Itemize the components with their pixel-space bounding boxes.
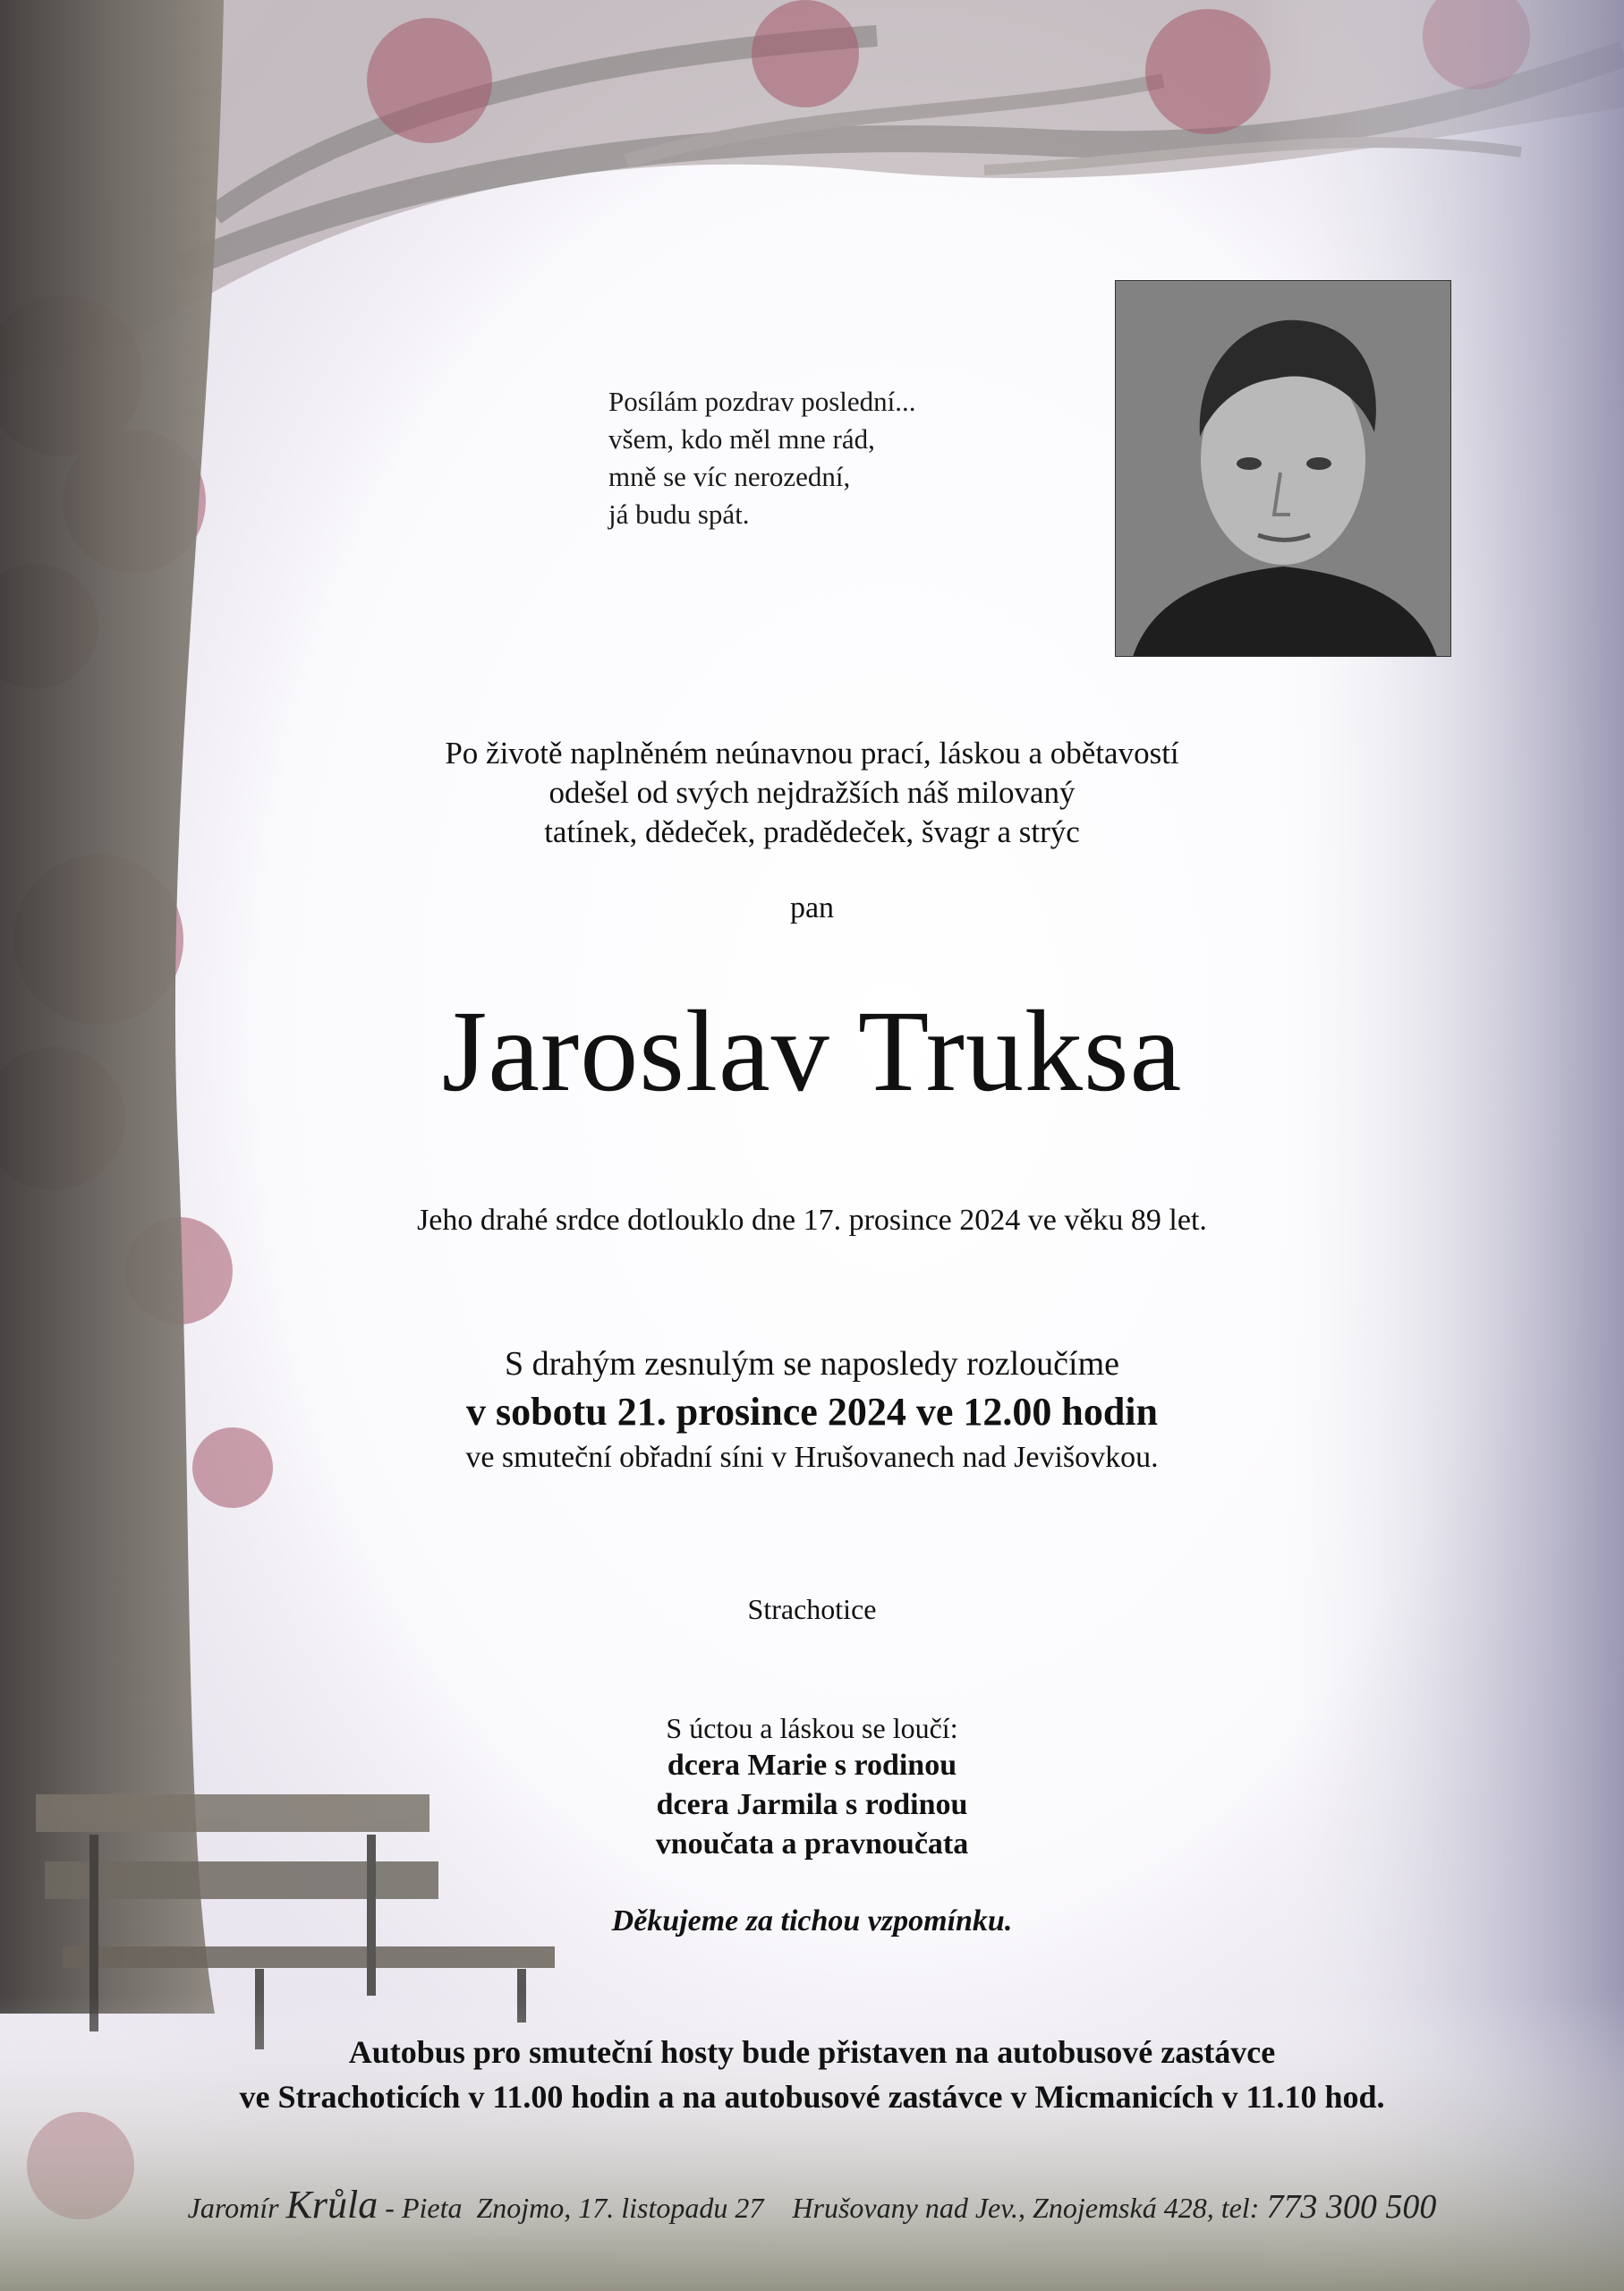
farewell-datetime: v sobotu 21. prosince 2024 ve 12.00 hodin xyxy=(466,1390,1158,1434)
village-name: Strachotice xyxy=(747,1593,877,1625)
salutation: pan xyxy=(789,891,835,924)
farewell-intro: S drahým zesnulým se naposledy rozloučíme xyxy=(504,1345,1119,1383)
death-notice: Jeho drahé srdce dotlouklo dne 17. prosince 2024 ve věku 89 let. xyxy=(417,1204,1207,1237)
bus-notice-line: Autobus pro smuteční hosty bude přistaven na autobusové zastávce xyxy=(348,2034,1276,2070)
mourner-item: dcera Jarmila s rodinou xyxy=(656,1788,968,1821)
footer-dash: - xyxy=(385,2192,395,2224)
portrait-photo xyxy=(1115,280,1451,657)
footer-pieta: Pieta xyxy=(401,2192,463,2224)
funeral-service-footer xyxy=(0,2182,1624,2227)
deceased-name: Jaroslav Truksa xyxy=(441,987,1183,1116)
poem-line: Posílám pozdrav poslední... xyxy=(608,386,916,417)
poem-line: já budu spát. xyxy=(608,498,750,530)
intro-line: tatínek, dědeček, pradědeček, švagr a strýc xyxy=(544,814,1080,849)
footer-phone: 773 300 500 xyxy=(1266,2188,1437,2226)
farewell-place: ve smuteční obřadní síni v Hrušovanech nad Jevišovkou. xyxy=(465,1441,1159,1474)
bus-notice-line: ve Strachoticích v 11.00 hodin a na autobusové zastávce v Micmanicích v 11.10 hod. xyxy=(239,2079,1385,2115)
mourner-item: vnoučata a pravnoučata xyxy=(655,1827,969,1861)
intro-line: odešel od svých nejdražších náš milovaný xyxy=(548,775,1076,810)
footer-first-name: Jaromír xyxy=(187,2192,279,2224)
footer-surname: Krůla xyxy=(285,2183,378,2227)
poem xyxy=(608,383,1110,533)
poem-line: všem, kdo měl mne rád, xyxy=(608,423,875,455)
thanks-note: Děkujeme za tichou vzpomínku. xyxy=(611,1904,1013,1938)
intro-line: Po životě naplněném neúnavnou prací, láskou a obětavostí xyxy=(445,736,1179,771)
footer-branch-znojmo: Znojmo, 17. listopadu 27 xyxy=(476,2192,764,2224)
mourners-intro: S úctou a láskou se loučí: xyxy=(666,1712,958,1744)
poem-line: mně se víc nerozední, xyxy=(608,461,851,492)
intro-text xyxy=(0,734,1624,852)
footer-phone-label: tel: xyxy=(1220,2192,1260,2224)
mourner-item: dcera Marie s rodinou xyxy=(667,1749,957,1782)
footer-branch-hrusovany: Hrušovany nad Jev., Znojemská 428, xyxy=(792,2192,1214,2224)
